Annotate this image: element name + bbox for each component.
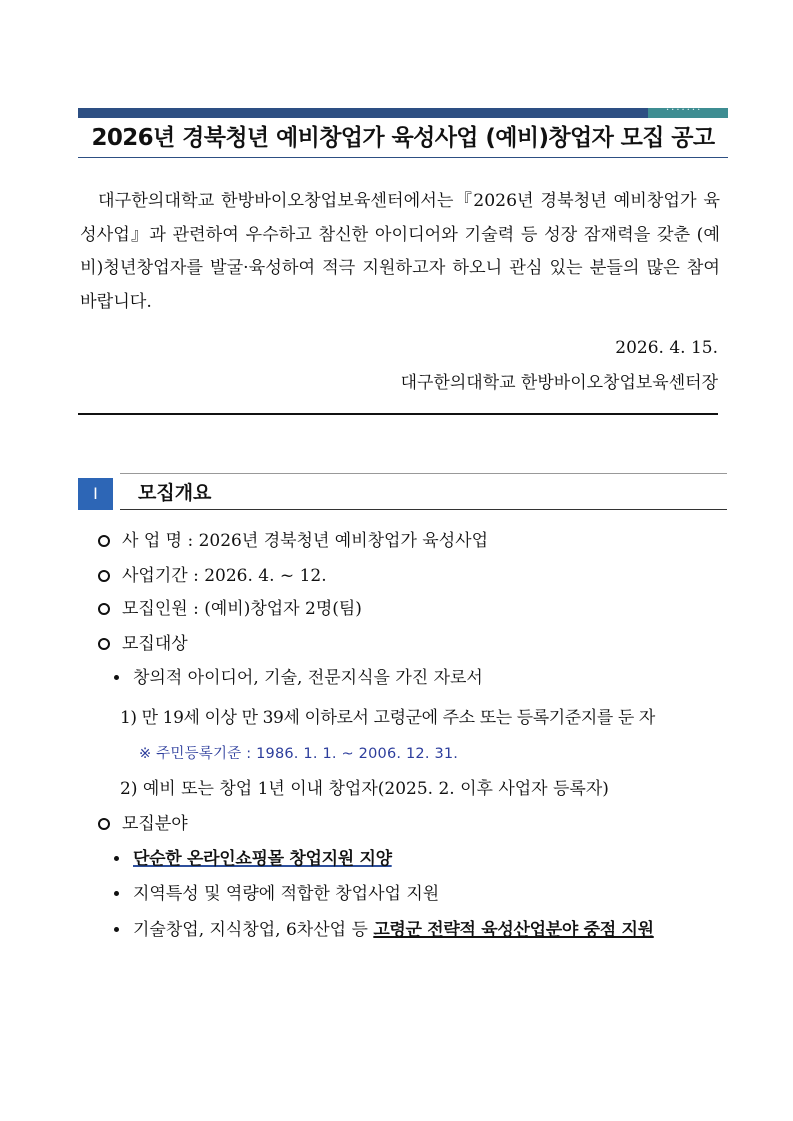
dot-bullet-icon [114, 675, 119, 680]
section-number-badge: Ⅰ [78, 478, 113, 510]
announcement-date: 2026. 4. 15. [615, 338, 718, 358]
item-text: 모집인원 : (예비)창업자 2명(팀) [122, 599, 362, 619]
item-headcount [98, 597, 362, 621]
target-bullet [114, 666, 483, 690]
intro-text: 대구한의대학교 한방바이오창업보육센터에서는『2026년 경북청년 예비창업가 육성사업』과 관련하여 우수하고 참신한 아이디어와 기술력 등 성장 잠재력을 갖춘 (예비)청년창업자를 발굴·육성하여 적극 지원하고자 하오니 관심 있는 분들의 많은 참여 바랍니다. [80, 191, 720, 312]
item-text: 사 업 명 : 2026년 경북청년 예비창업가 육성사업 [122, 531, 488, 551]
item-text: 모집대상 [122, 634, 188, 654]
target-condition-1: 1) 만 19세 이상 만 39세 이하로서 고령군에 주소 또는 등록기준지를 둔 자 [120, 708, 655, 728]
hollow-circle-bullet-icon [98, 603, 110, 615]
bullet-text-emphasized: 단순한 온라인쇼핑몰 창업지원 지양 [133, 849, 392, 869]
separator-line [78, 413, 718, 415]
bullet-text: 지역특성 및 역량에 적합한 창업사업 지원 [133, 884, 440, 904]
issuer-name: 대구한의대학교 한방바이오창업보육센터장 [400, 373, 718, 393]
item-business-name [98, 529, 488, 553]
item-target [98, 632, 188, 656]
hollow-circle-bullet-icon [98, 818, 110, 830]
target-note: ※ 주민등록기준 : 1986. 1. 1. ~ 2006. 12. 31. [139, 746, 459, 762]
bullet-text: 기술창업, 지식창업, 6차산업 등 [133, 920, 374, 940]
section-top-line [120, 473, 727, 474]
intro-paragraph [80, 185, 720, 319]
dot-bullet-icon [114, 891, 119, 896]
bullet-text: 창의적 아이디어, 기술, 전문지식을 가진 자로서 [133, 668, 483, 688]
title-band-dots: ······· [666, 105, 703, 116]
dot-bullet-icon [114, 856, 119, 861]
title-underline [78, 157, 728, 158]
title-band-navy [78, 108, 648, 118]
field-bullet-1 [114, 847, 392, 871]
hollow-circle-bullet-icon [98, 535, 110, 547]
field-bullet-3 [114, 918, 654, 942]
section-title: 모집개요 [138, 482, 212, 504]
item-text: 모집분야 [122, 814, 188, 834]
bullet-text-emphasized: 고령군 전략적 육성산업분야 중점 지원 [373, 920, 654, 940]
document-title: 2026년 경북청년 예비창업가 육성사업 (예비)창업자 모집 공고 [91, 125, 715, 151]
section-bottom-line [120, 509, 727, 510]
hollow-circle-bullet-icon [98, 638, 110, 650]
dot-bullet-icon [114, 927, 119, 932]
hollow-circle-bullet-icon [98, 570, 110, 582]
item-period [98, 564, 327, 588]
target-condition-2: 2) 예비 또는 창업 1년 이내 창업자(2025. 2. 이후 사업자 등록자) [120, 779, 609, 799]
item-field [98, 812, 188, 836]
item-text: 사업기간 : 2026. 4. ~ 12. [122, 566, 327, 586]
field-bullet-2 [114, 882, 439, 906]
